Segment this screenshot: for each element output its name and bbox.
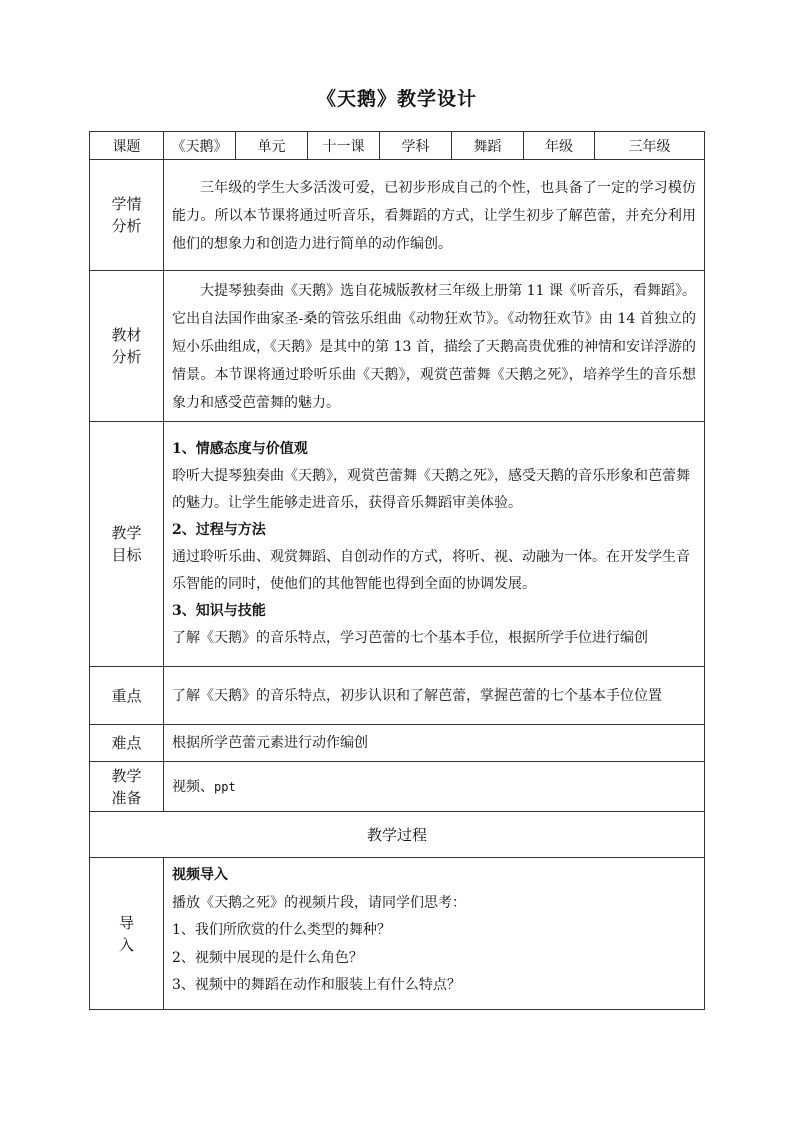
label-introduction: 导 入 [90, 858, 164, 1010]
content-teaching-objectives [164, 422, 705, 667]
objective-heading-2: 2、过程与方法 [172, 522, 266, 538]
content-difficulties [164, 725, 705, 762]
row-teaching-objectives [90, 422, 705, 667]
text-student-analysis: 三年级的学生大多活泼可爱，已初步形成自己的个性，也具备了一定的学习模仿能力。所以本节课将通过听音乐，看舞蹈的方式，让学生初步了解芭蕾，并充分利用他们的想象力和创造力进行简单的动作编创。 [172, 180, 696, 252]
label-key-points: 重点 [90, 667, 164, 725]
row-process-title [90, 812, 705, 858]
header-cell-topic-label: 课题 [90, 132, 164, 160]
text-key-points: 了解《天鹅》的音乐特点，初步认识和了解芭蕾，掌握芭蕾的七个基本手位位置 [172, 687, 662, 704]
text-preparation: 视频、ppt [172, 778, 236, 795]
intro-line: 播放《天鹅之死》的视频片段，请同学们思考： [172, 894, 466, 911]
header-cell-unit-value: 十一课 [308, 132, 380, 160]
header-cell-subject-value: 舞蹈 [452, 132, 524, 160]
objective-text-1: 聆听大提琴独奏曲《天鹅》，观赏芭蕾舞《天鹅之死》，感受天鹅的音乐形象和芭蕾舞的魅力。让学生能够走进音乐，获得音乐舞蹈审美体验。 [172, 468, 690, 511]
intro-line: 3、视频中的舞蹈在动作和服装上有什么特点？ [172, 977, 461, 993]
header-cell-subject-label: 学科 [380, 132, 452, 160]
content-student-analysis [164, 160, 705, 271]
content-material-analysis [164, 271, 705, 422]
row-student-analysis [90, 160, 705, 271]
row-material-analysis [90, 271, 705, 422]
document-title: 《天鹅》教学设计 [316, 88, 477, 110]
objective-text-2: 通过聆听乐曲、观赏舞蹈、自创动作的方式，将听、视、动融为一体。在开发学生音乐智能的同时，使他们的其他智能也得到全面的协调发展。 [172, 549, 690, 592]
text-material-analysis: 大提琴独奏曲《天鹅》选自花城版教材三年级上册第 11 课《听音乐，看舞蹈》。它出自法国作曲家圣-桑的管弦乐组曲《动物狂欢节》。《动物狂欢节》由 14 首独立的短小乐曲组成，《天鹅》是其中的第 13 首，描绘了天鹅高贵优雅的神情和安详浮游的情景。本节课将通过聆听乐曲《天鹅》，观赏芭蕾舞《天鹅之死》，培养学生的音乐想象力和感受芭蕾舞的魅力。 [172, 283, 696, 411]
content-key-points [164, 667, 705, 725]
row-key-points [90, 667, 705, 725]
row-difficulties [90, 725, 705, 762]
row-introduction [90, 858, 705, 1010]
content-preparation [164, 762, 705, 812]
text-difficulties: 根据所学芭蕾元素进行动作编创 [172, 735, 368, 751]
label-teaching-objectives: 教学 目标 [90, 422, 164, 667]
header-cell-topic-value: 《天鹅》 [164, 132, 236, 160]
objective-heading-1: 1、情感态度与价值观 [172, 441, 308, 457]
content-introduction [164, 858, 705, 1010]
intro-line: 2、视频中展现的是什么角色？ [172, 949, 363, 966]
label-material-analysis: 教材 分析 [90, 271, 164, 422]
objective-text-3: 了解《天鹅》的音乐特点，学习芭蕾的七个基本手位，根据所学手位进行编创 [172, 630, 648, 646]
header-cell-grade-label: 年级 [524, 132, 595, 160]
header-row [90, 132, 705, 160]
header-cell-unit-label: 单元 [236, 132, 308, 160]
row-preparation [90, 762, 705, 812]
header-cell-grade-value: 三年级 [595, 132, 705, 160]
intro-line: 1、我们所欣赏的什么类型的舞种？ [172, 922, 391, 938]
label-preparation: 教学 准备 [90, 762, 164, 812]
intro-heading: 视频导入 [172, 867, 228, 883]
process-title: 教学过程 [90, 812, 705, 858]
label-difficulties: 难点 [90, 725, 164, 762]
objective-heading-3: 3、知识与技能 [172, 603, 266, 619]
label-student-analysis: 学情 分析 [90, 160, 164, 271]
lesson-plan-table [89, 131, 705, 1010]
